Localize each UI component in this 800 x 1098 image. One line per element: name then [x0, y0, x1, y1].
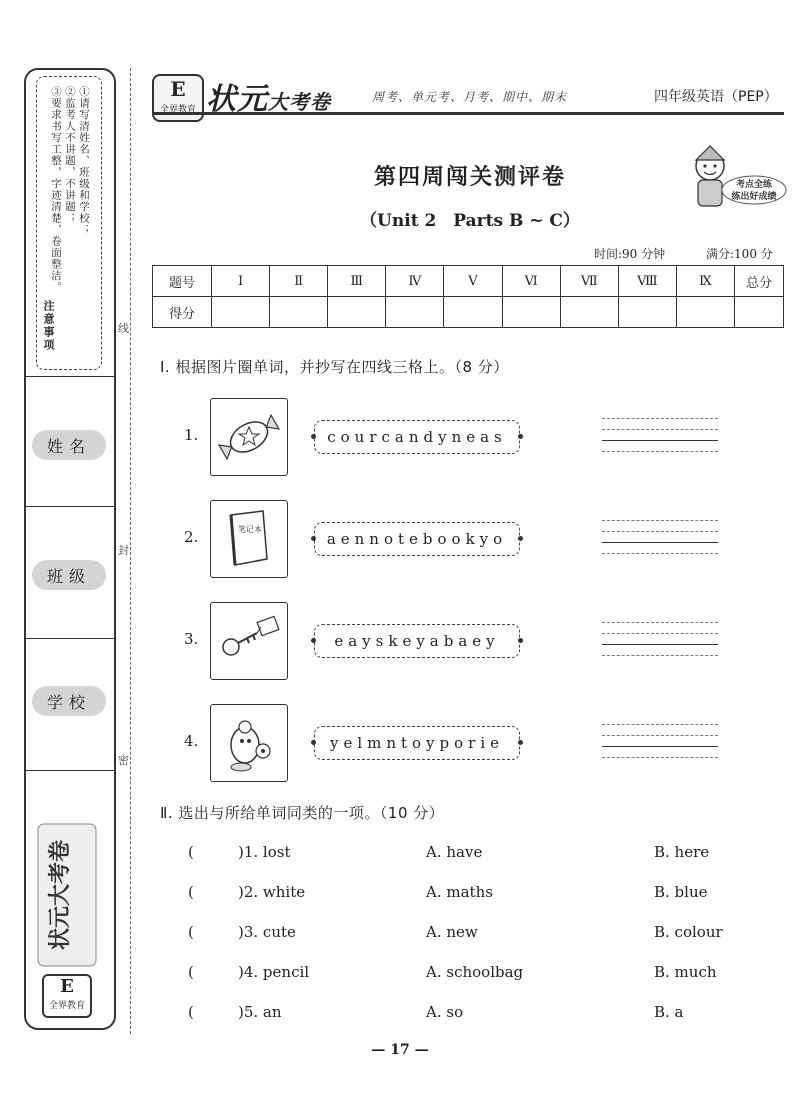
score-table-col: Ⅶ	[560, 266, 618, 297]
score-table-col: Ⅷ	[618, 266, 676, 297]
divider	[24, 770, 116, 771]
four-line-grid[interactable]	[602, 418, 718, 454]
score-cell[interactable]	[444, 297, 502, 328]
four-line-grid[interactable]	[602, 724, 718, 760]
answer-blank[interactable]: (	[188, 923, 194, 941]
question-word: )5. an	[238, 1003, 282, 1021]
mascot-caption-2: 练出好成绩	[731, 192, 777, 202]
score-cell[interactable]	[270, 297, 328, 328]
item-number: 4.	[184, 732, 199, 750]
key-picture	[210, 602, 288, 680]
option-b[interactable]: B. a	[654, 1003, 684, 1021]
score-table-col: Ⅰ	[212, 266, 270, 297]
item-number: 2.	[184, 528, 199, 546]
letter-puzzle[interactable]: eayskeyabaey	[314, 624, 520, 658]
toy-picture	[210, 704, 288, 782]
notebook-label: 笔记本	[238, 525, 262, 534]
cut-mark-seal: 封	[118, 544, 129, 557]
grade-subject: 四年级英语（PEP）	[654, 89, 778, 105]
score-table	[152, 265, 784, 328]
letter-puzzle[interactable]: yelmntoyporie	[314, 726, 520, 760]
item-number: 1.	[184, 426, 199, 444]
page-title: 第四周闯关测评卷	[373, 164, 566, 190]
section-2-heading: Ⅱ. 选出与所给单词同类的一项。（10 分）	[160, 804, 445, 822]
letter-puzzle[interactable]: aennotebookyo	[314, 522, 520, 556]
brand-logo-vertical	[34, 820, 100, 970]
divider	[24, 638, 116, 639]
score-cell[interactable]	[735, 297, 784, 328]
four-line-grid[interactable]	[602, 622, 718, 658]
answer-blank[interactable]: (	[188, 883, 194, 901]
question-word: )2. white	[238, 883, 306, 901]
candy-picture	[210, 398, 288, 476]
option-b[interactable]: B. colour	[654, 923, 723, 941]
header-brand-main: 状元	[206, 82, 268, 117]
answer-blank[interactable]: (	[188, 1003, 194, 1021]
brand-vertical-text: 状元大考卷	[48, 839, 73, 951]
notebook-picture	[210, 500, 288, 578]
section-1-heading: Ⅰ. 根据图片圈单词，并抄写在四线三格上。（8 分）	[160, 358, 509, 376]
note-3: ③要求书写工整，字迹清楚，卷面整洁。	[50, 86, 62, 293]
score-table-label: 得分	[153, 297, 212, 328]
mascot-image	[684, 140, 788, 216]
notes-title: 注意事项	[42, 300, 55, 352]
score-table-col: Ⅸ	[676, 266, 734, 297]
option-a[interactable]: A. so	[426, 1003, 464, 1021]
header-logo-text: 全界教育	[159, 105, 196, 115]
option-a[interactable]: A. maths	[426, 883, 493, 901]
score-table-label: 题号	[153, 266, 212, 297]
page-subtitle: （Unit 2 Parts B ~ C）	[360, 211, 580, 231]
school-field-label: 学校	[32, 686, 106, 716]
score-table-col: Ⅳ	[386, 266, 444, 297]
question-word: )3. cute	[238, 923, 296, 941]
cut-line	[130, 68, 131, 1034]
option-a[interactable]: A. have	[426, 843, 483, 861]
score-table-total: 总分	[735, 266, 784, 297]
mascot-caption-1: 考点全练	[735, 180, 773, 190]
divider	[24, 506, 116, 507]
four-line-grid[interactable]	[602, 520, 718, 556]
score-table-col: Ⅴ	[444, 266, 502, 297]
option-b[interactable]: B. blue	[654, 883, 708, 901]
page-number: — 17 —	[371, 1042, 429, 1058]
note-2: ②监考人不讲题，不讲题；	[64, 86, 76, 224]
score-table-score-row	[153, 297, 784, 328]
class-field-label: 班级	[32, 560, 106, 590]
logo-text: 全界教育	[48, 1001, 85, 1011]
score-table-col: Ⅵ	[502, 266, 560, 297]
question-word: )4. pencil	[238, 963, 310, 981]
time-limit: 时间:90 分钟	[594, 247, 666, 261]
publisher-logo-badge	[42, 974, 92, 1018]
score-cell[interactable]	[502, 297, 560, 328]
header-rule	[152, 112, 784, 115]
divider	[24, 376, 116, 377]
name-field-label: 姓名	[32, 430, 106, 460]
question-word: )1. lost	[238, 843, 291, 861]
score-cell[interactable]	[618, 297, 676, 328]
answer-blank[interactable]: (	[188, 963, 194, 981]
note-1: ①请写清姓名、班级和学校；	[78, 86, 90, 236]
option-a[interactable]: A. new	[426, 923, 478, 941]
header-logo-mark: E	[170, 77, 186, 101]
cut-mark-line: 线	[118, 322, 129, 335]
option-a[interactable]: A. schoolbag	[426, 963, 524, 981]
score-table-col: Ⅲ	[328, 266, 386, 297]
score-cell[interactable]	[328, 297, 386, 328]
logo-mark: E	[60, 976, 74, 997]
item-number: 3.	[184, 630, 199, 648]
score-cell[interactable]	[212, 297, 270, 328]
score-cell[interactable]	[676, 297, 734, 328]
score-table-col: Ⅱ	[270, 266, 328, 297]
score-cell[interactable]	[386, 297, 444, 328]
score-table-header-row	[153, 266, 784, 297]
option-b[interactable]: B. here	[654, 843, 710, 861]
answer-blank[interactable]: (	[188, 843, 194, 861]
cut-mark-secret: 密	[118, 754, 129, 767]
header-subtitle: 周考、单元考、月考、期中、期末	[372, 90, 568, 104]
option-b[interactable]: B. much	[654, 963, 717, 981]
letter-puzzle[interactable]: courcandyneas	[314, 420, 520, 454]
full-score: 满分:100 分	[706, 247, 773, 261]
score-cell[interactable]	[560, 297, 618, 328]
header-brand-small: 大考卷	[268, 90, 331, 114]
